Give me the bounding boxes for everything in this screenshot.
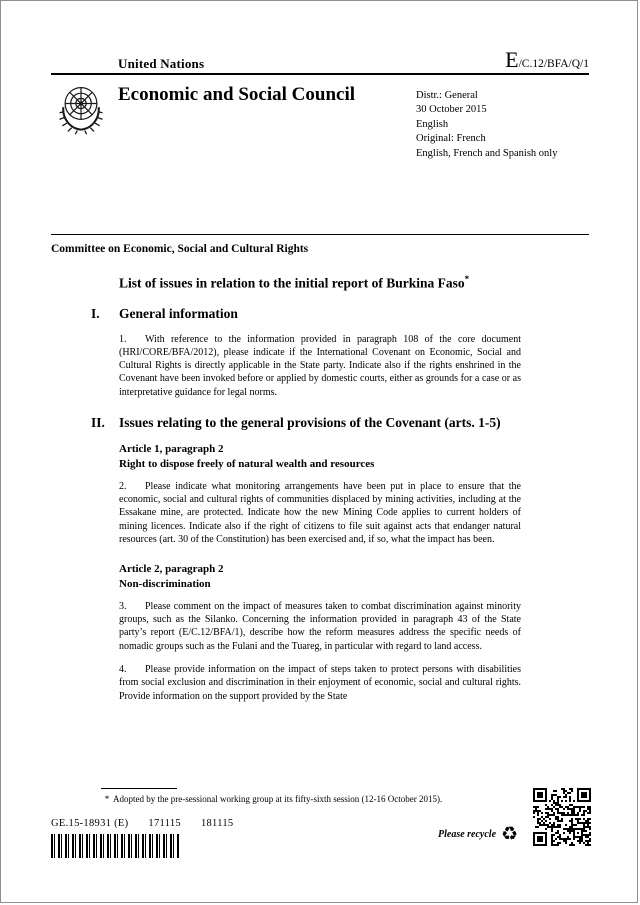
council-title: Economic and Social Council: [118, 84, 355, 105]
document-title-text: List of issues in relation to the initial report of Burkina Faso: [119, 275, 465, 291]
paragraph-text: With reference to the information provided in paragraph 108 of the core document (HRI/CORE/BFA/2012), please indicate if the International Covenant on Economic, Social and Cultural Rights is directly applicable in the State party. Indicate also if the rights enshrined in the Covenant have been invoked before or applied by domestic courts, either as grounds for a case or as interpretative guidance for legal norms.: [119, 333, 521, 398]
document-body: [91, 274, 521, 719]
paragraph-number: 3.: [119, 600, 127, 612]
distribution-line: Distr.: General: [416, 90, 478, 101]
article-heading-1: [119, 442, 521, 472]
section-numeral: II.: [91, 415, 105, 431]
doc-symbol-large: E: [505, 47, 519, 72]
recycle-label: Please recycle: [438, 829, 497, 840]
section-heading-text: Issues relating to the general provisions of the Covenant (arts. 1-5): [119, 415, 501, 431]
original-language-line: Original: French: [416, 133, 486, 145]
paragraph-4: [119, 663, 521, 703]
availability-line: English, French and Spanish only: [416, 147, 558, 159]
paragraph-text: Please provide information on the impact of steps taken to protect persons with disabilities from social exclusion and discrimination in their enjoyment of economic, social and cultural rights. Provide information on the support provided by the State: [119, 663, 521, 702]
article-subtitle: Right to dispose freely of natural wealth and resources: [119, 457, 375, 470]
document-title: [119, 274, 521, 292]
date-line: 30 October 2015: [416, 104, 487, 116]
section-numeral: I.: [91, 305, 100, 321]
doc-symbol: [505, 47, 589, 73]
ge-reference: [51, 818, 233, 829]
distribution-block: [416, 89, 596, 161]
paragraph-text: Please comment on the impact of measures taken to combat discrimination against minority groups, such as the Silanko. Concerning the information provided in paragraph 43 of the State party’s report (E/C.12/BFA/1), describe how the reform measures address the specific needs of nomadic groups such as the Fulani and the Tuareg, in particular with regard to land access.: [119, 600, 521, 652]
section-heading-2: [91, 415, 521, 432]
section-heading-text: General information: [119, 305, 238, 321]
org-name: United Nations: [118, 56, 205, 71]
footnote-marker: *: [104, 794, 110, 804]
paragraph-3: [119, 600, 521, 653]
footnote-rule: [101, 788, 177, 789]
title-footnote-marker: *: [464, 274, 470, 284]
paragraph-2: [119, 480, 521, 546]
committee-name: Committee on Economic, Social and Cultural Rights: [51, 243, 309, 255]
paragraph-1: [119, 333, 521, 399]
masthead-rule: [51, 234, 589, 235]
ge-number: GE.15-18931 (E): [51, 818, 129, 829]
paragraph-number: 2.: [119, 480, 127, 492]
language-line: English: [416, 118, 449, 130]
qr-code: [533, 788, 591, 846]
recycle-note: [438, 825, 518, 844]
footnote: [101, 794, 525, 806]
doc-symbol-rest: /C.12/BFA/Q/1: [518, 58, 589, 70]
article-heading-2: [119, 562, 521, 592]
paragraph-number: 4.: [119, 663, 127, 675]
barcode: [51, 834, 179, 858]
footnote-text: Adopted by the pre-sessional working group at its fifty-sixth session (12-16 October 2015).: [113, 794, 443, 804]
paragraph-number: 1.: [119, 333, 127, 345]
header-rule: [51, 73, 589, 75]
article-label: Article 1, paragraph 2: [119, 442, 224, 455]
ge-code-b: 181115: [200, 818, 234, 829]
article-subtitle: Non-discrimination: [119, 577, 211, 590]
ge-code-a: 171115: [148, 818, 181, 829]
recycle-icon: ♻: [501, 824, 519, 845]
paragraph-text: Please indicate what monitoring arrangements have been put in place to ensure that the economic, social and cultural rights of communities displaced by mining activities, including at the Essakane mine, are protected. Indicate how the new Mining Code applies to current holders of mining licences. Indicate also if the right of citizens to file suit against acts that endanger natural resources (art. 30 of the Constitution) has been exercised and, if so, what the impact has been.: [119, 480, 521, 545]
section-heading-1: [91, 306, 521, 323]
un-emblem-icon: [53, 81, 109, 139]
article-label: Article 2, paragraph 2: [119, 563, 224, 576]
